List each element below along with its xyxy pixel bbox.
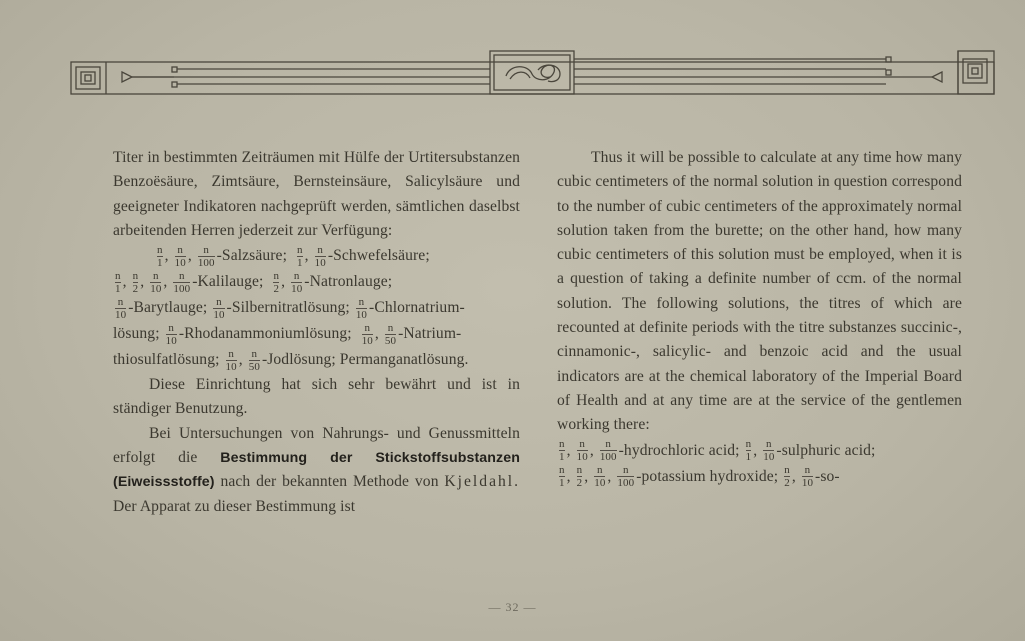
fraction-n-100: $\frac{n}{100}$ [599, 437, 617, 463]
potassium-text: -potassium hydroxide; [636, 467, 779, 485]
fraction-n-10: $\frac{n}{10}$ [763, 437, 775, 463]
header-ornament [70, 46, 995, 96]
fraction-n-1: $\frac{n}{1}$ [115, 269, 121, 295]
left-solutions-line-3 [113, 295, 520, 321]
left-solutions-line-4: lösung; $\frac{n}{10}$ -Rhodanammoniumlösung; $\frac{n}{10}$ , $\frac{n}{50}$ -Natrium- [113, 321, 462, 347]
jodloesung-text: -Jodlösung; Permanganatlösung. [261, 351, 469, 369]
loesung-text: lösung; [113, 325, 160, 343]
fraction-n-1: $\frac{n}{1}$ [745, 437, 752, 463]
kjeldahl-name: Kjeldahl. [444, 473, 521, 491]
fraction-n-50: $\frac{n}{50}$ [384, 321, 397, 347]
chlornatrium-text: -Chlornatrium- [369, 299, 465, 317]
fraction-n-1: $\frac{n}{1}$ [559, 437, 565, 463]
fraction-n-10: $\frac{n}{10}$ [150, 269, 162, 295]
left-solutions-line-5: thiosulfatlösung; $\frac{n}{10}$ , $\frac{n}{50}$ -Jodlösung; Permanganatlösung. [113, 347, 469, 373]
so-text: -so- [815, 467, 840, 485]
fraction-n-1: $\frac{n}{1}$ [297, 243, 303, 269]
left-paragraph-2: Diese Einrichtung hat sich sehr bewährt und ist in ständiger Benutzung. [113, 376, 520, 418]
fraction-n-50: $\frac{n}{50}$ [248, 347, 260, 373]
right-column [557, 146, 962, 490]
left-intro-paragraph: Titer in bestimmten Zeiträumen mit Hülfe der Urtitersubstanzen Benzoësäure, Zimtsäure, Bernsteinsäure, Salicylsäure und geeigneter Indikatoren nachgeprüft werden, sämtlichen daselbst arbeitenden Herren jederzeit zur Verfügung: [113, 149, 520, 239]
bold-phrase: Bestimmung der Stickstoffsubstanzen (Eiweissstoffe) [113, 450, 520, 491]
ornament-left-square [76, 67, 100, 89]
barytlauge-text: -Barytlauge; [128, 299, 208, 317]
sulphuric-text: -sulphuric acid; [776, 441, 876, 459]
fraction-n-10: $\frac{n}{10}$ [314, 243, 326, 269]
fraction-n-2: $\frac{n}{2}$ [784, 463, 790, 489]
hydrochloric-text: -hydrochloric acid; [618, 441, 740, 459]
left-column [113, 146, 520, 519]
fraction-n-10: $\frac{n}{10}$ [576, 437, 588, 463]
left-solutions-line-1: $\frac{n}{1}$ , $\frac{n}{10}$ , $\frac{n}{100}$ -Salzsäure; $\frac{n}{1}$ , $\frac{n}{10}$ -Schwefelsäure; [157, 243, 430, 269]
right-solutions-line-2: $\frac{n}{1}$ , $\frac{n}{2}$ , $\frac{n}{10}$ , $\frac{n}{100}$ -potassium hydroxide; $\frac{n}{2}$ , $\frac{n}{10}$ -so- [559, 463, 840, 489]
fraction-n-100: $\frac{n}{100}$ [197, 243, 215, 269]
fraction-n-1: $\frac{n}{1}$ [157, 243, 163, 269]
kalilauge-text: -Kalilauge; [192, 273, 264, 291]
fraction-n-10: $\frac{n}{10}$ [594, 463, 606, 489]
thiosulfat-text: thiosulfatlösung; [113, 351, 220, 369]
fraction-n-2: $\frac{n}{2}$ [273, 269, 280, 295]
left-solutions-line-2: $\frac{n}{1}$ , $\frac{n}{2}$ , $\frac{n}{10}$ , $\frac{n}{100}$ -Kalilauge; $\frac{n}{2}$ , $\frac{n}{10}$ -Natronlauge; [115, 269, 393, 295]
natrium-text: -Natrium- [398, 325, 462, 343]
fraction-n-10: $\frac{n}{10}$ [213, 295, 225, 321]
fraction-n-2: $\frac{n}{2}$ [576, 463, 583, 489]
page-number: — 32 — [488, 600, 537, 614]
fraction-n-100: $\frac{n}{100}$ [617, 463, 635, 489]
fraction-n-2: $\frac{n}{2}$ [132, 269, 139, 295]
fraction-n-10: $\frac{n}{10}$ [225, 347, 237, 373]
fraction-n-10: $\frac{n}{10}$ [361, 321, 373, 347]
ornament-right-arrow [932, 72, 942, 82]
natronlauge-text: -Natronlauge; [304, 273, 393, 291]
rhodan-text: -Rhodanammoniumlösung; [178, 325, 352, 343]
fraction-n-10: $\frac{n}{10}$ [115, 295, 127, 321]
left-paragraph-3: Bei Untersuchungen von Nahrungs- und Genussmitteln erfolgt die Bestimmung der Stickstoffsubstanzen (Eiweissstoffe) nach der bekannten Methode von Kjeldahl. Der Apparat zu dieser Bestimmung ist [113, 424, 521, 515]
silbernitrat-text: -Silbernitratlösung; [226, 299, 350, 317]
fraction-n-10: $\frac{n}{10}$ [355, 295, 368, 321]
fraction-n-1: $\frac{n}{1}$ [559, 463, 565, 489]
ornament-frame [71, 62, 994, 94]
fraction-n-100: $\frac{n}{100}$ [173, 269, 191, 295]
right-solutions-line-1: $\frac{n}{1}$ , $\frac{n}{10}$ , $\frac{n}{100}$ -hydrochloric acid; $\frac{n}{1}$ , $\frac{n}{10}$ -sulphuric acid; [559, 437, 876, 463]
ornament-left-arrow [122, 72, 132, 82]
salzsaeure-text: -Salzsäure; [216, 247, 287, 265]
right-paragraph-1: Thus it will be possible to calculate at any time how many cubic centimeters of the normal solution in question correspond to the number of cubic centimeters of the approximately normal solution taken from the burette; on the other hand, how many cubic centimeters of this solution must be employed, when it is a question of taking a definite number of ccm. of the normal solution. The following solutions, the titres of which are recounted at definite periods with the titre substanzes succinic-, cinnamonic-, salicylic- and benzoic acid and the usual indicators are at the chemical laboratory of the Imperial Board of Health and at any time are at the service of the gentlemen working there: [557, 149, 963, 434]
schwefelsaeure-text: -Schwefelsäure; [327, 247, 430, 265]
fraction-n-10: $\frac{n}{10}$ [801, 463, 814, 489]
fraction-n-10: $\frac{n}{10}$ [291, 269, 303, 295]
fraction-n-10: $\frac{n}{10}$ [174, 243, 186, 269]
fraction-n-10: $\frac{n}{10}$ [165, 321, 177, 347]
